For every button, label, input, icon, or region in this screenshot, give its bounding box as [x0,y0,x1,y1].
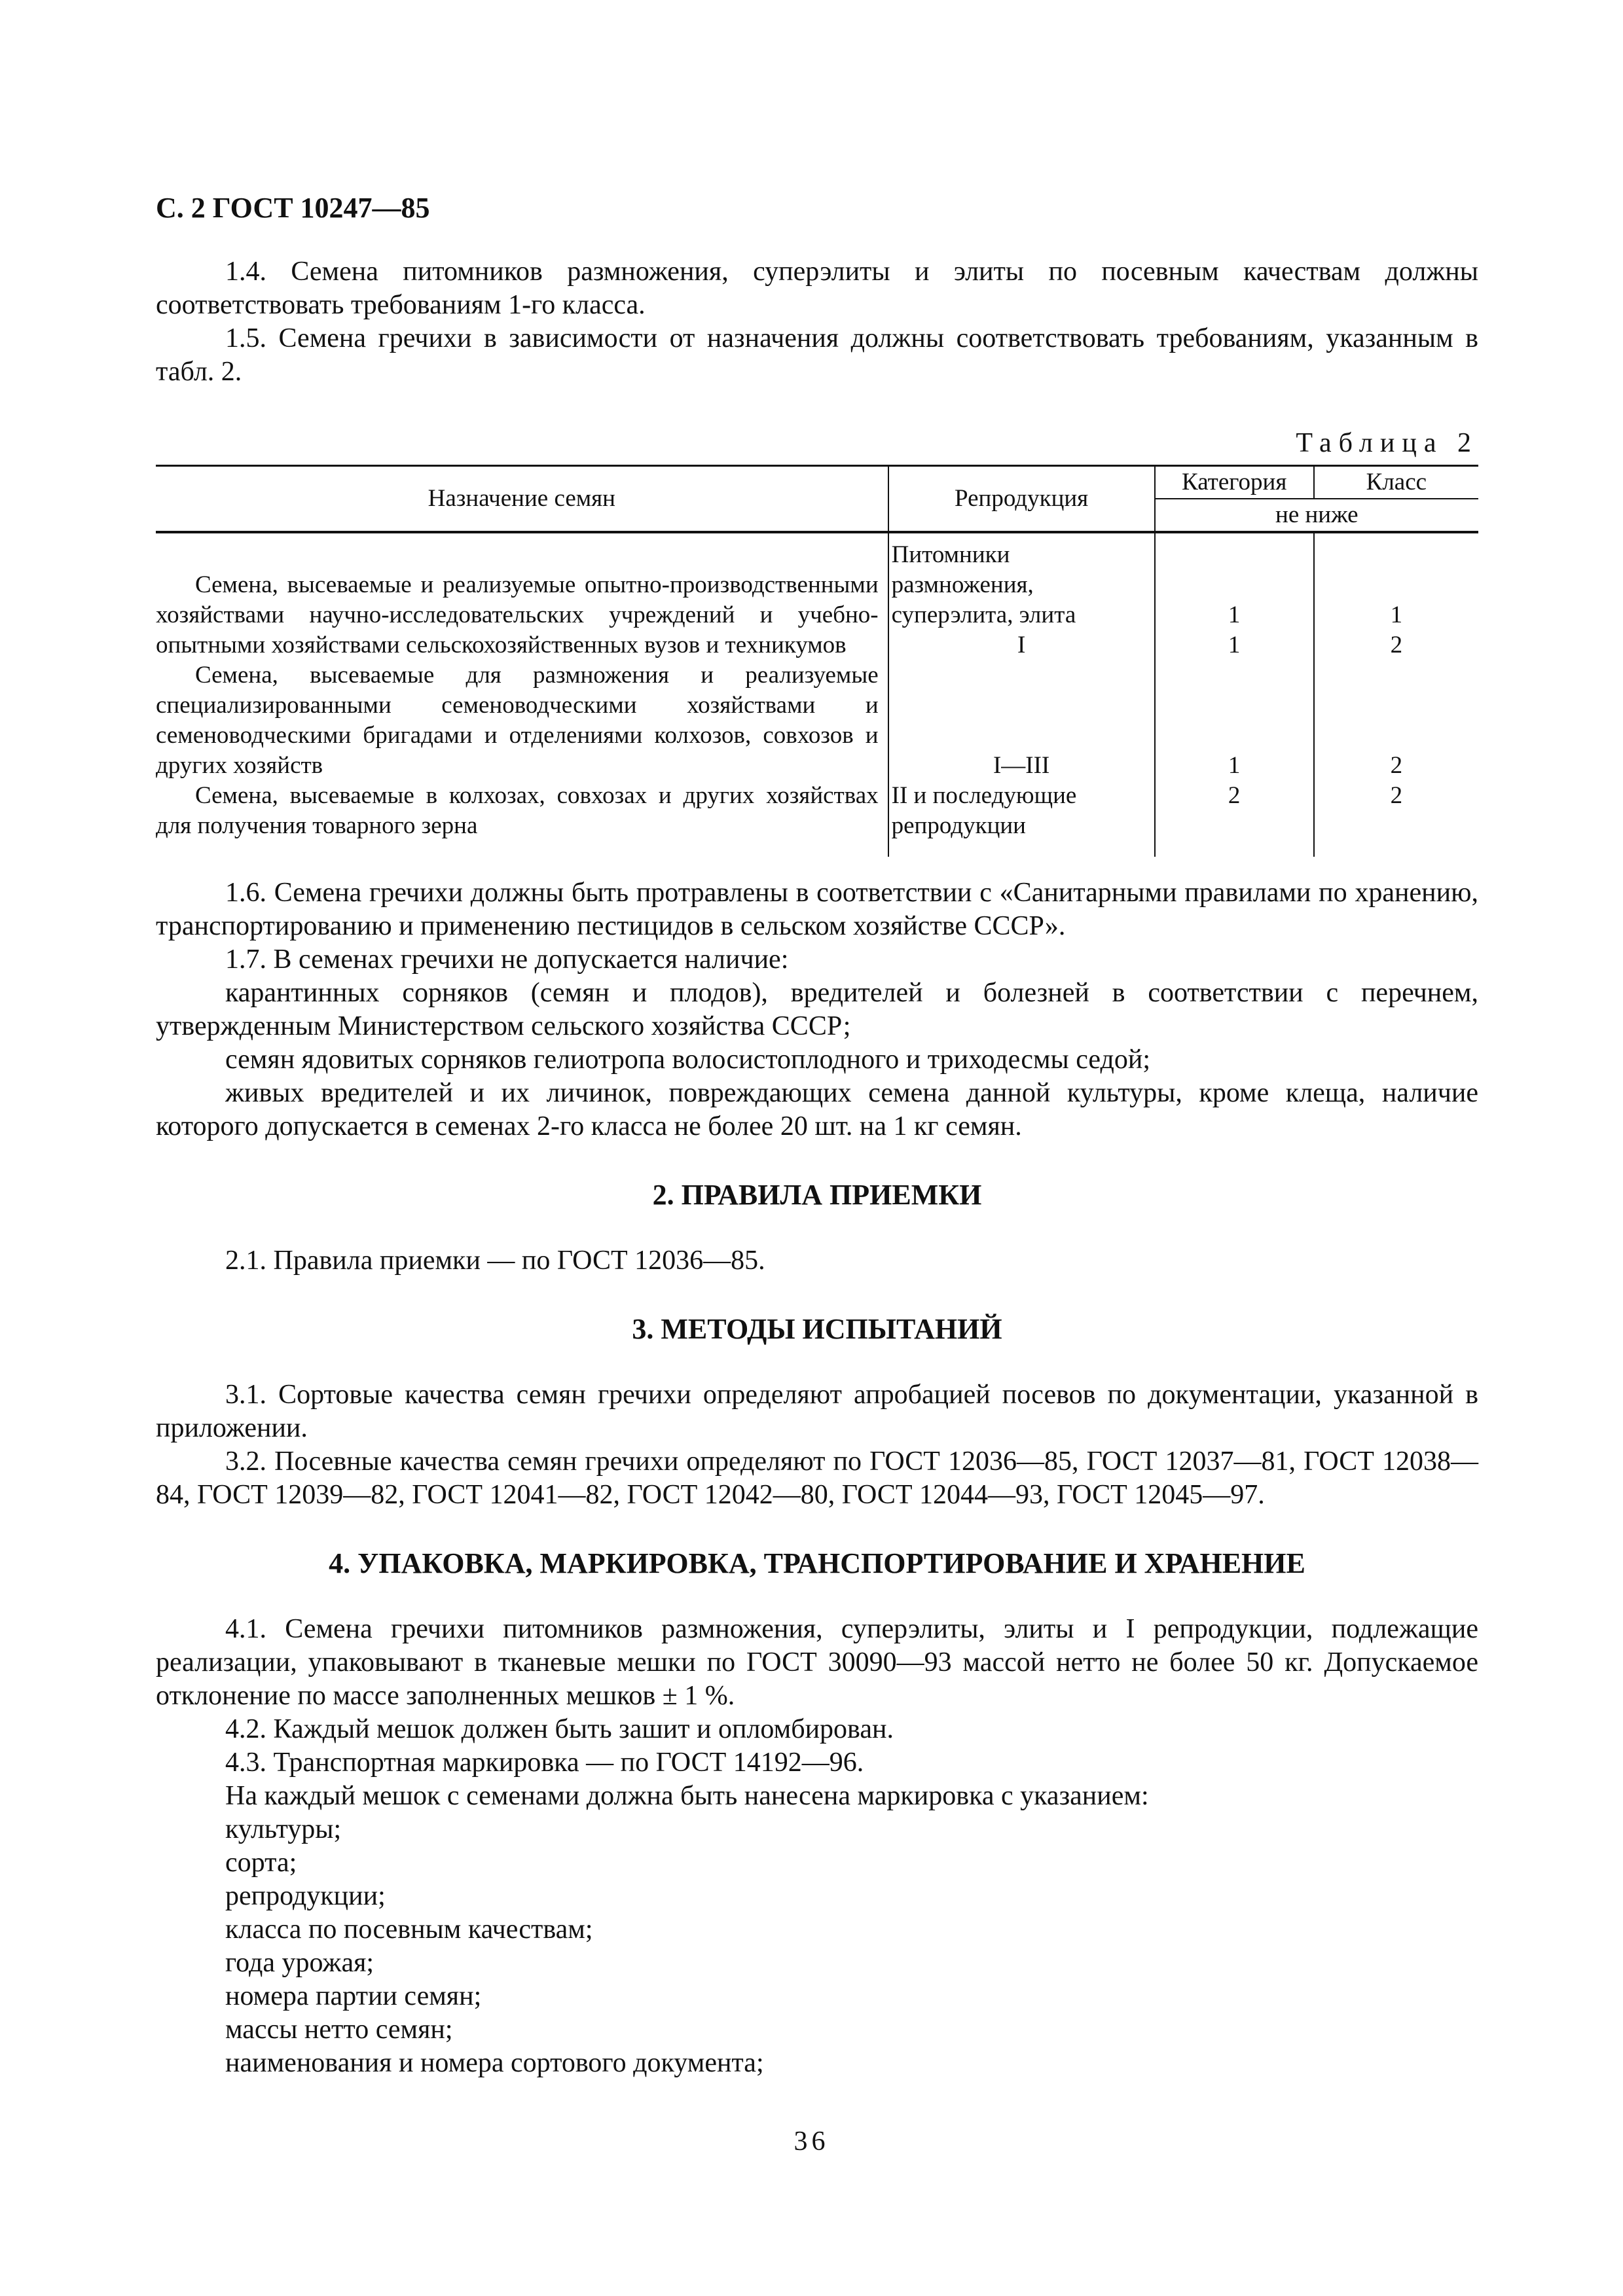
page-header: С. 2 ГОСТ 10247—85 [156,192,430,224]
paragraph-4-3-intro: На каждый мешок с семенами должна быть нанесена маркировка с указанием: [225,1781,1149,1811]
row-class: 1 [1390,601,1403,628]
paragraph-4-1: 4.1. Семена гречихи питомников размножения, суперэлиты, элиты и I репродукции, подлежащие реализации, упаковывают в тканевые мешки по ГОСТ 30090—93 массой нетто не более 50 кг. Допускаемое отклонение по массе заполненных мешков ± 1 %. [156,1614,1478,1711]
list-item: карантинных сорняков (семян и плодов), вредителей и болезней в соответствии с перечнем, утвержденным Министерством сельского хозяйства СССР; [156,978,1478,1041]
paragraph-4-2: 4.2. Каждый мешок должен быть зашит и опломбирован. [225,1714,894,1744]
paragraph-4-3: 4.3. Транспортная маркировка — по ГОСТ 14192—96. [225,1748,864,1778]
list-item: репродукции; [225,1881,386,1911]
list-item: наименования и номера сортового документа; [225,2048,764,2078]
paragraph-1-6: 1.6. Семена гречихи должны быть протравлены в соответствии с «Санитарными правилами по хранению, транспортированию и применению пестицидов в сельском хозяйстве СССР». [156,878,1478,941]
row-reproduction: Питомники размножения, суперэлита, элита [888,540,1155,630]
row-category: 1 [1155,630,1314,660]
list-item: года урожая; [225,1948,374,1978]
paragraph-3-1: 3.1. Сортовые качества семян гречихи определяют апробацией посевов по документации, указанной в приложении. [156,1380,1478,1443]
paragraph-1-7: 1.7. В семенах гречихи не допускается наличие: [225,944,789,975]
table-caption: Таблица 2 [1296,428,1478,458]
document-page [156,190,1478,2080]
row-purpose: Семена, высеваемые и реализуемые опытно-производственными хозяйствами научно-исследовательских учреждений и учебно-опытными хозяйствами сельскохозяйственных вузов и техникумов [156,540,888,660]
list-item: сорта; [225,1848,297,1878]
paragraph-1-4: 1.4. Семена питомников размножения, суперэлиты и элиты по посевным качествам должны соответствовать требованиям 1-го класса. [156,257,1478,320]
row-category: 2 [1155,781,1314,841]
section-2-title: 2. ПРАВИЛА ПРИЕМКИ [652,1179,982,1211]
row-class: 2 [1390,782,1403,809]
row-purpose: Семена, высеваемые для размножения и реализуемые специализированными семеноводческими хозяйствами и семеноводческими бригадами и отделениями колхозов, совхозов и других хозяйств [156,660,888,781]
table-row [156,781,1478,841]
table-row [156,540,1478,630]
section-4-title: 4. УПАКОВКА, МАРКИРОВКА, ТРАНСПОРТИРОВАНИЕ И ХРАНЕНИЕ [329,1547,1305,1579]
paragraph-1-5: 1.5. Семена гречихи в зависимости от назначения должны соответствовать требованиям, указанным в табл. 2. [156,323,1478,387]
row-category: 1 [1155,660,1314,781]
seed-requirements-table [156,465,1478,857]
page-number: 36 [793,2126,830,2157]
list-item: номера партии семян; [225,1981,482,2011]
row-class: 2 [1390,752,1403,779]
row-reproduction: II и последующие репродукции [888,781,1155,841]
header-class: Класс [1314,466,1478,499]
paragraph-2-1: 2.1. Правила приемки — по ГОСТ 12036—85. [225,1246,765,1276]
header-reproduction: Репродукция [888,466,1155,532]
row-reproduction: I—III [888,660,1155,781]
row-category: 1 [1155,540,1314,630]
row-class: 2 [1390,632,1403,658]
header-not-below: не ниже [1275,501,1359,528]
list-item: класса по посевным качествам; [225,1914,593,1945]
list-item: живых вредителей и их личинок, повреждающих семена данной культуры, кроме клеща, наличие которого допускается в семенах 2-го класса не более 20 шт. на 1 кг семян. [156,1078,1478,1141]
list-item: семян ядовитых сорняков гелиотропа волосистоплодного и триходесмы седой; [225,1045,1151,1075]
list-item: культуры; [225,1814,342,1844]
paragraph-3-2: 3.2. Посевные качества семян гречихи определяют по ГОСТ 12036—85, ГОСТ 12037—81, ГОСТ 12038—84, ГОСТ 12039—82, ГОСТ 12041—82, ГОСТ 12042—80, ГОСТ 12044—93, ГОСТ 12045—97. [156,1446,1478,1510]
row-reproduction: I [888,630,1155,660]
list-item: массы нетто семян; [225,2015,453,2045]
header-category: Категория [1155,466,1314,499]
row-purpose: Семена, высеваемые в колхозах, совхозах и других хозяйствах для получения товарного зерна [156,781,888,841]
section-3-title: 3. МЕТОДЫ ИСПЫТАНИЙ [632,1313,1002,1345]
table-row [156,660,1478,781]
header-purpose: Назначение семян [156,466,888,532]
